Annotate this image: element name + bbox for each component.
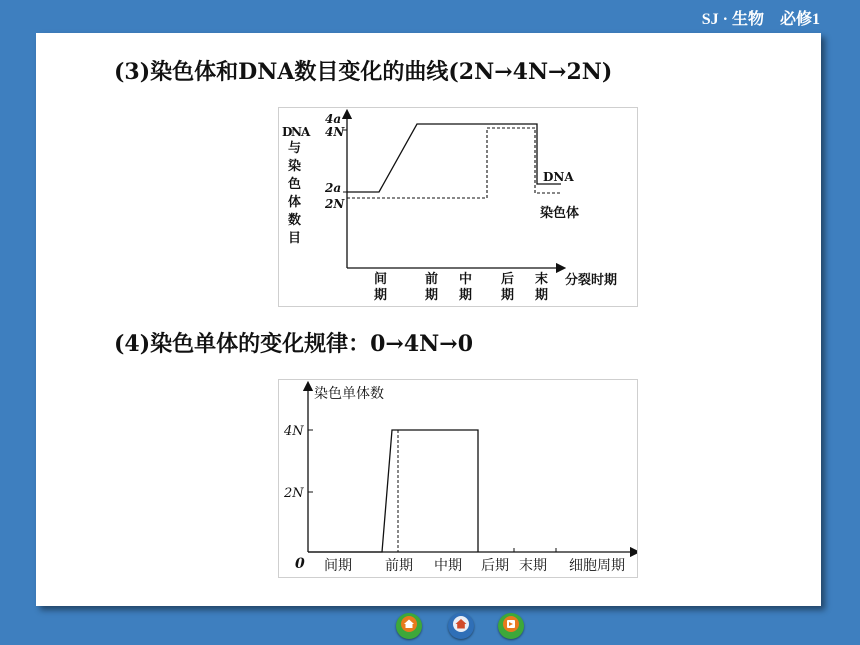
home-button[interactable]	[396, 613, 422, 639]
x-phase-label: 末	[535, 272, 549, 287]
y-label-char: 染	[288, 159, 302, 174]
y-tick-4n: 4N	[284, 424, 304, 439]
x-phase-label: 后	[501, 272, 515, 287]
y-label-char: 数	[288, 213, 302, 228]
origin-label: 0	[295, 556, 305, 572]
x-phase-label: 间期	[324, 558, 352, 574]
dna-series-label: DNA	[543, 170, 574, 184]
y-label-char: N	[291, 125, 302, 139]
chromosome-curve	[347, 128, 561, 198]
chromatid-figure	[278, 379, 638, 578]
dna-chromosome-chart	[279, 108, 637, 306]
forward-button[interactable]	[498, 613, 524, 639]
x-phase-label: 中期	[434, 558, 462, 574]
y-label-char: 与	[288, 141, 302, 156]
chromosome-series-label: 染色体	[540, 206, 580, 221]
y-tick-4a: 4a	[325, 112, 342, 126]
home-icon	[400, 615, 418, 637]
back-button[interactable]	[448, 613, 474, 639]
y-label-char: 目	[288, 231, 302, 246]
y-label-char: 色	[288, 177, 302, 192]
dna-curve	[347, 124, 561, 192]
y-tick-2n: 2N	[325, 197, 345, 211]
y-axis-title: 染色单体数	[314, 386, 384, 402]
y-tick-4n: 4N	[325, 125, 345, 139]
x-axis-title: 分裂时期	[565, 273, 618, 288]
x-axis-title: 细胞周期	[569, 558, 625, 574]
x-phase-label: 期	[459, 288, 473, 303]
y-tick-2a: 2a	[325, 181, 342, 195]
section3-heading: (3)染色体和DNA数目变化的曲线(2N→4N→2N)	[114, 59, 613, 85]
dna-chromosome-figure	[278, 107, 638, 307]
x-phase-label: 末期	[519, 558, 547, 574]
chromatid-curve	[308, 430, 478, 552]
y-tick-2n: 2N	[284, 486, 304, 501]
x-phase-label: 期	[374, 288, 388, 303]
y-label-char: D	[282, 125, 293, 139]
x-phase-label: 后期	[481, 558, 509, 574]
x-phase-label: 期	[425, 288, 439, 303]
x-phase-label: 期	[501, 288, 515, 303]
x-phase-label: 中	[459, 272, 473, 287]
section4-heading: (4)染色单体的变化规律：0→4N→0	[114, 331, 474, 357]
x-phase-label: 前	[425, 272, 439, 287]
x-phase-label: 期	[535, 288, 549, 303]
x-phase-label: 间	[374, 272, 388, 287]
back-icon	[452, 615, 470, 637]
forward-icon	[502, 615, 520, 637]
y-label-char: A	[301, 125, 311, 139]
course-label: SJ · 生物 必修1	[701, 11, 820, 28]
slide	[36, 33, 821, 606]
chromatid-chart	[279, 380, 637, 577]
y-label-char: 体	[288, 195, 302, 210]
x-phase-label: 前期	[385, 558, 413, 574]
